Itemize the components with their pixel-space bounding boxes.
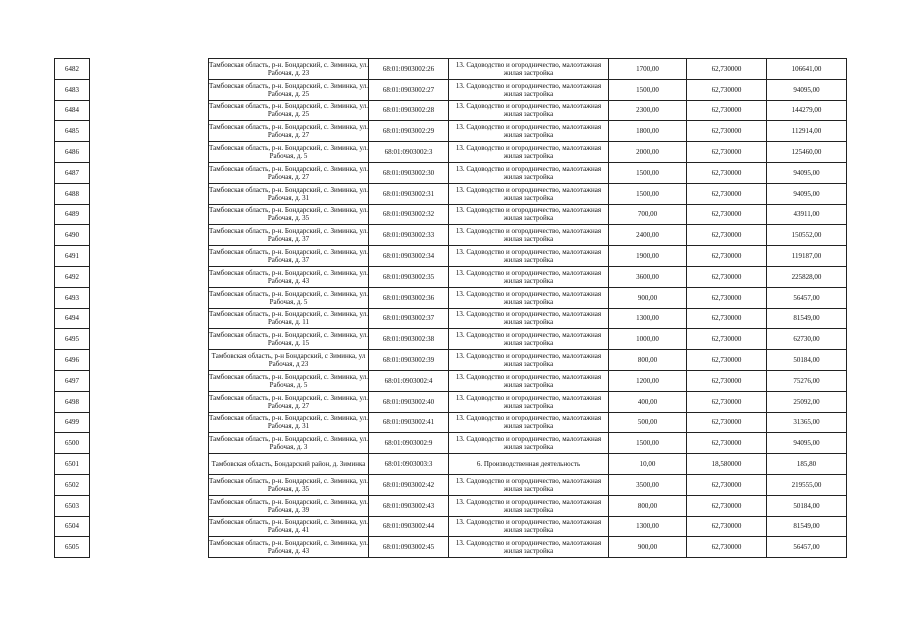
area-cell: 1000,00 [609,329,687,350]
row-number-cell: 6489 [55,204,90,225]
cadastral-number-cell: 68:01:0903002:32 [369,204,449,225]
table-row [209,162,847,183]
cadastral-number-cell: 68:01:0903002:29 [369,121,449,142]
address-cell: Тамбовская область, р-н. Бондарский, с. Зиминка, ул. Рабочая, д. 35 [209,204,369,225]
row-number-cell: 6494 [55,308,90,329]
cadastral-value-cell: 50184,00 [767,350,847,371]
cadastral-number-cell: 68:01:0903002:30 [369,162,449,183]
land-use-cell: 13. Садоводство и огородничество, малоэтажная жилая застройка [449,350,609,371]
row-number-row [55,59,90,80]
cadastral-value-cell: 81549,00 [767,308,847,329]
land-use-cell: 13. Садоводство и огородничество, малоэтажная жилая застройка [449,433,609,454]
table-row [209,204,847,225]
area-cell: 1500,00 [609,433,687,454]
cadastral-number-cell: 68:01:0903002:31 [369,183,449,204]
address-cell: Тамбовская область, р-н. Бондарский, с. Зиминка, ул. Рабочая, д. 31 [209,183,369,204]
address-cell: Тамбовская область, р-н. Бондарский, с. Зиминка, ул. Рабочая, д. 25 [209,79,369,100]
cadastral-number-cell: 68:01:0903002:3 [369,142,449,163]
specific-value-cell: 62,730000 [687,370,767,391]
table-row [209,183,847,204]
cadastral-value-cell: 25092,00 [767,391,847,412]
cadastral-number-cell: 68:01:0903002:9 [369,433,449,454]
cadastral-value-cell: 43911,00 [767,204,847,225]
address-cell: Тамбовская область, р-н. Бондарский, с. Зиминка, ул. Рабочая, д. 27 [209,121,369,142]
specific-value-cell: 62,730000 [687,225,767,246]
specific-value-cell: 62,730000 [687,495,767,516]
cadastral-value-cell: 50184,00 [767,495,847,516]
cadastral-value-cell: 94095,00 [767,433,847,454]
area-cell: 2400,00 [609,225,687,246]
cadastral-value-cell: 119187,00 [767,246,847,267]
land-use-cell: 13. Садоводство и огородничество, малоэтажная жилая застройка [449,162,609,183]
specific-value-cell: 62,730000 [687,162,767,183]
row-number-cell: 6495 [55,329,90,350]
address-cell: Тамбовская область, р-н. Бондарский, с. Зиминка, ул. Рабочая, д. 5 [209,287,369,308]
row-number-table [54,58,90,558]
table-row [209,412,847,433]
row-number-row [55,495,90,516]
row-number-row [55,412,90,433]
table-row [209,350,847,371]
cadastral-value-cell: 144279,00 [767,100,847,121]
cadastral-number-cell: 68:01:0903002:39 [369,350,449,371]
specific-value-cell: 62,730000 [687,391,767,412]
table-row [209,474,847,495]
address-cell: Тамбовская область, р-н. Бондарский, с. Зиминка, ул. Рабочая, д. 43 [209,266,369,287]
row-number-row [55,266,90,287]
table-row [209,495,847,516]
land-use-cell: 13. Садоводство и огородничество, малоэтажная жилая застройка [449,412,609,433]
row-number-cell: 6497 [55,370,90,391]
row-number-row [55,287,90,308]
row-number-cell: 6503 [55,495,90,516]
land-use-cell: 13. Садоводство и огородничество, малоэтажная жилая застройка [449,474,609,495]
area-cell: 10,00 [609,454,687,475]
row-number-row [55,329,90,350]
address-cell: Тамбовская область, р-н. Бондарский, с. Зиминка, ул. Рабочая, д. 41 [209,516,369,537]
table-row [209,308,847,329]
specific-value-cell: 62,730000 [687,433,767,454]
table-row [209,370,847,391]
row-number-row [55,183,90,204]
cadastral-value-cell: 225828,00 [767,266,847,287]
row-number-row [55,350,90,371]
row-number-cell: 6501 [55,454,90,475]
row-number-cell: 6500 [55,433,90,454]
row-number-cell: 6496 [55,350,90,371]
row-number-row [55,308,90,329]
table-row [209,79,847,100]
cadastral-number-cell: 68:01:0903002:4 [369,370,449,391]
specific-value-cell: 62,730000 [687,474,767,495]
land-plots-body [209,59,847,558]
cadastral-value-cell: 62730,00 [767,329,847,350]
row-number-row [55,225,90,246]
land-use-cell: 13. Садоводство и огородничество, малоэтажная жилая застройка [449,183,609,204]
row-number-cell: 6483 [55,79,90,100]
row-number-cell: 6488 [55,183,90,204]
area-cell: 1500,00 [609,79,687,100]
address-cell: Тамбовская область, р-н. Бондарский, с. Зиминка, ул. Рабочая, д. 27 [209,162,369,183]
cadastral-value-cell: 94095,00 [767,79,847,100]
area-cell: 1700,00 [609,59,687,80]
row-number-row [55,79,90,100]
specific-value-cell: 62,730000 [687,100,767,121]
land-use-cell: 13. Садоводство и огородничество, малоэтажная жилая застройка [449,370,609,391]
specific-value-cell: 62,730000 [687,287,767,308]
area-cell: 1500,00 [609,162,687,183]
row-number-cell: 6482 [55,59,90,80]
cadastral-number-cell: 68:01:0903002:38 [369,329,449,350]
table-row [209,225,847,246]
specific-value-cell: 18,580000 [687,454,767,475]
area-cell: 900,00 [609,287,687,308]
address-cell: Тамбовская область, р-н. Бондарский, с. Зиминка, ул. Рабочая, д. 39 [209,495,369,516]
table-row [209,59,847,80]
cadastral-value-cell: 106641,00 [767,59,847,80]
cadastral-number-cell: 68:01:0903002:40 [369,391,449,412]
cadastral-value-cell: 75276,00 [767,370,847,391]
cadastral-number-cell: 68:01:0903002:43 [369,495,449,516]
row-number-row [55,246,90,267]
address-cell: Тамбовская область, р-н. Бондарский, с. Зиминка, ул. Рабочая, д. 27 [209,391,369,412]
land-use-cell: 13. Садоводство и огородничество, малоэтажная жилая застройка [449,246,609,267]
row-number-row [55,204,90,225]
land-use-cell: 13. Садоводство и огородничество, малоэтажная жилая застройка [449,100,609,121]
area-cell: 400,00 [609,391,687,412]
land-use-cell: 13. Садоводство и огородничество, малоэтажная жилая застройка [449,391,609,412]
area-cell: 1300,00 [609,516,687,537]
address-cell: Тамбовская область, р-н. Бондарский, с. Зиминка, ул. Рабочая, д. 5 [209,142,369,163]
cadastral-value-cell: 185,80 [767,454,847,475]
area-cell: 2000,00 [609,142,687,163]
row-number-row [55,433,90,454]
cadastral-value-cell: 112914,00 [767,121,847,142]
row-number-row [55,454,90,475]
row-number-row [55,474,90,495]
address-cell: Тамбовская область, р-н. Бондарский, с. Зиминка, ул. Рабочая, д. 43 [209,537,369,558]
address-cell: Тамбовская область, р-н. Бондарский, с. Зиминка, ул. Рабочая, д. 31 [209,412,369,433]
address-cell: Тамбовская область, р-н. Бондарский, с. Зиминка, ул. Рабочая, д. 37 [209,246,369,267]
row-number-row [55,537,90,558]
area-cell: 2300,00 [609,100,687,121]
area-cell: 800,00 [609,495,687,516]
row-number-cell: 6487 [55,162,90,183]
row-number-cell: 6485 [55,121,90,142]
area-cell: 1500,00 [609,183,687,204]
land-use-cell: 13. Садоводство и огородничество, малоэтажная жилая застройка [449,495,609,516]
specific-value-cell: 62,730000 [687,183,767,204]
cadastral-number-cell: 68:01:0903002:34 [369,246,449,267]
specific-value-cell: 62,730000 [687,59,767,80]
row-number-cell: 6499 [55,412,90,433]
specific-value-cell: 62,730000 [687,246,767,267]
area-cell: 800,00 [609,350,687,371]
land-use-cell: 13. Садоводство и огородничество, малоэтажная жилая застройка [449,516,609,537]
table-row [209,121,847,142]
table-row [209,391,847,412]
cadastral-value-cell: 81549,00 [767,516,847,537]
cadastral-value-cell: 31365,00 [767,412,847,433]
address-cell: Тамбовская область, р-н. Бондарский, с. Зиминка, ул. Рабочая, д. 25 [209,100,369,121]
row-number-row [55,370,90,391]
address-cell: Тамбовская область, р-н. Бондарский, с. Зиминка, ул. Рабочая, д. 37 [209,225,369,246]
cadastral-value-cell: 56457,00 [767,537,847,558]
cadastral-value-cell: 56457,00 [767,287,847,308]
specific-value-cell: 62,730000 [687,329,767,350]
row-number-body [55,59,90,558]
specific-value-cell: 62,730000 [687,537,767,558]
cadastral-number-cell: 68:01:0903002:44 [369,516,449,537]
cadastral-value-cell: 125460,00 [767,142,847,163]
row-number-row [55,121,90,142]
cadastral-number-cell: 68:01:0903002:37 [369,308,449,329]
specific-value-cell: 62,730000 [687,266,767,287]
cadastral-number-cell: 68:01:0903003:3 [369,454,449,475]
area-cell: 3600,00 [609,266,687,287]
row-number-cell: 6491 [55,246,90,267]
table-row [209,516,847,537]
row-number-cell: 6498 [55,391,90,412]
row-number-cell: 6504 [55,516,90,537]
cadastral-value-cell: 94095,00 [767,183,847,204]
table-row [209,433,847,454]
land-use-cell: 13. Садоводство и огородничество, малоэтажная жилая застройка [449,308,609,329]
cadastral-value-cell: 94095,00 [767,162,847,183]
table-row [209,329,847,350]
area-cell: 900,00 [609,537,687,558]
land-use-cell: 13. Садоводство и огородничество, малоэтажная жилая застройка [449,287,609,308]
specific-value-cell: 62,730000 [687,412,767,433]
cadastral-number-cell: 68:01:0903002:41 [369,412,449,433]
area-cell: 1800,00 [609,121,687,142]
area-cell: 500,00 [609,412,687,433]
cadastral-number-cell: 68:01:0903002:42 [369,474,449,495]
specific-value-cell: 62,730000 [687,308,767,329]
cadastral-value-cell: 150552,00 [767,225,847,246]
row-number-cell: 6493 [55,287,90,308]
land-plots-table [208,58,847,558]
address-cell: Тамбовская область, р-н. Бондарский, с. Зиминка, ул. Рабочая, д. 11 [209,308,369,329]
row-number-cell: 6505 [55,537,90,558]
table-row [209,537,847,558]
address-cell: Тамбовская область, р-н. Бондарский, с. Зиминка, ул. Рабочая, д. 35 [209,474,369,495]
cadastral-number-cell: 68:01:0903002:33 [369,225,449,246]
area-cell: 700,00 [609,204,687,225]
land-use-cell: 13. Садоводство и огородничество, малоэтажная жилая застройка [449,204,609,225]
address-cell: Тамбовская область, Бондарский район, д. Зиминка [209,454,369,475]
area-cell: 3500,00 [609,474,687,495]
row-number-row [55,100,90,121]
land-use-cell: 13. Садоводство и огородничество, малоэтажная жилая застройка [449,121,609,142]
cadastral-number-cell: 68:01:0903002:27 [369,79,449,100]
land-use-cell: 6. Производственная деятельность [449,454,609,475]
land-use-cell: 13. Садоводство и огородничество, малоэтажная жилая застройка [449,537,609,558]
cadastral-value-cell: 219555,00 [767,474,847,495]
cadastral-number-cell: 68:01:0903002:26 [369,59,449,80]
table-row [209,100,847,121]
specific-value-cell: 62,730000 [687,142,767,163]
address-cell: Тамбовская область, р-н. Бондарский, с. Зиминка, ул. Рабочая, д. 15 [209,329,369,350]
row-number-row [55,142,90,163]
land-use-cell: 13. Садоводство и огородничество, малоэтажная жилая застройка [449,142,609,163]
area-cell: 1200,00 [609,370,687,391]
specific-value-cell: 62,730000 [687,204,767,225]
area-cell: 1900,00 [609,246,687,267]
land-use-cell: 13. Садоводство и огородничество, малоэтажная жилая застройка [449,225,609,246]
row-number-row [55,516,90,537]
address-cell: Тамбовская область, р-н. Бондарский, с. Зиминка, ул. Рабочая, д. 3 [209,433,369,454]
land-use-cell: 13. Садоводство и огородничество, малоэтажная жилая застройка [449,59,609,80]
table-row [209,266,847,287]
area-cell: 1300,00 [609,308,687,329]
row-number-cell: 6484 [55,100,90,121]
row-number-row [55,162,90,183]
specific-value-cell: 62,730000 [687,121,767,142]
land-use-cell: 13. Садоводство и огородничество, малоэтажная жилая застройка [449,329,609,350]
address-cell: Тамбовская область, р-н Бондарский, с Зиминка, ул Рабочая, д 23 [209,350,369,371]
specific-value-cell: 62,730000 [687,516,767,537]
cadastral-number-cell: 68:01:0903002:45 [369,537,449,558]
land-use-cell: 13. Садоводство и огородничество, малоэтажная жилая застройка [449,79,609,100]
specific-value-cell: 62,730000 [687,79,767,100]
land-use-cell: 13. Садоводство и огородничество, малоэтажная жилая застройка [449,266,609,287]
row-number-cell: 6502 [55,474,90,495]
cadastral-number-cell: 68:01:0903002:35 [369,266,449,287]
table-row [209,287,847,308]
row-number-cell: 6486 [55,142,90,163]
specific-value-cell: 62,730000 [687,350,767,371]
cadastral-number-cell: 68:01:0903002:36 [369,287,449,308]
row-number-row [55,391,90,412]
row-number-cell: 6492 [55,266,90,287]
table-row [209,142,847,163]
table-row [209,246,847,267]
cadastral-number-cell: 68:01:0903002:28 [369,100,449,121]
address-cell: Тамбовская область, р-н. Бондарский, с. Зиминка, ул. Рабочая, д. 5 [209,370,369,391]
address-cell: Тамбовская область, р-н. Бондарский, с. Зиминка, ул. Рабочая, д. 23 [209,59,369,80]
row-number-cell: 6490 [55,225,90,246]
table-row [209,454,847,475]
